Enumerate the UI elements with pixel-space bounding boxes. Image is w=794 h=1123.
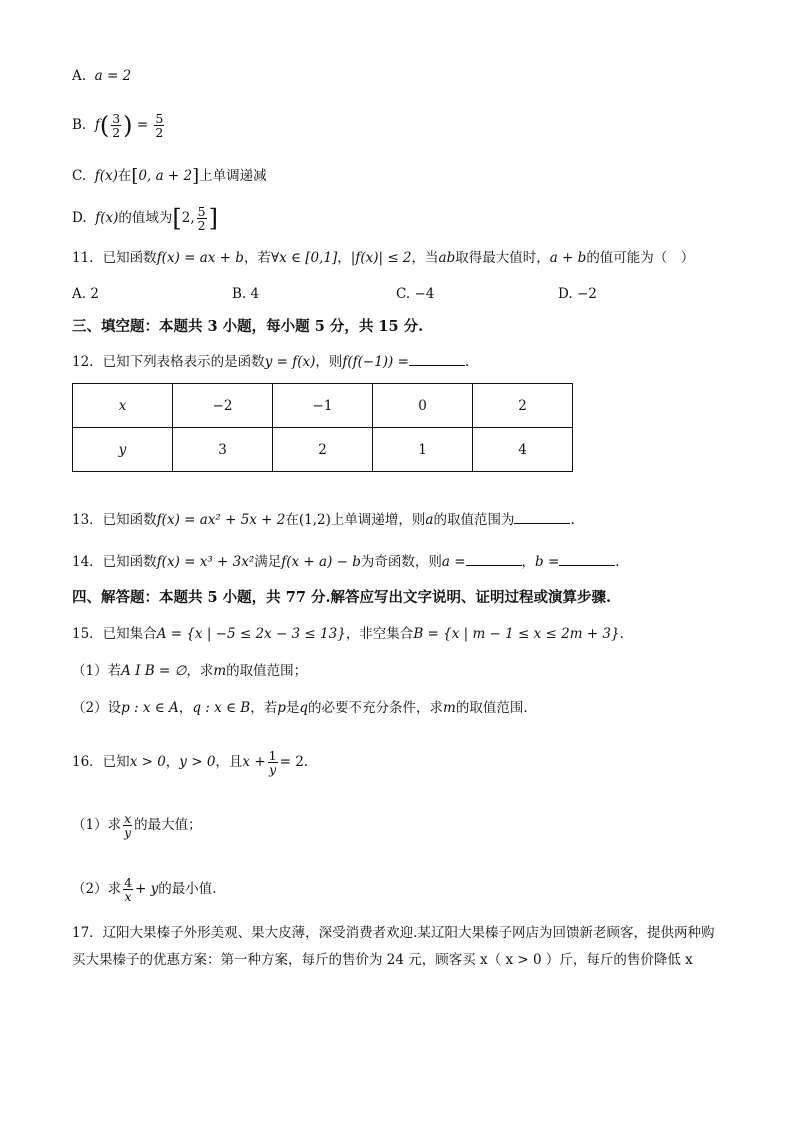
q17-stem: 17．辽阳大果榛子外形美观、果大皮薄，深受消费者欢迎.某辽阳大果榛子网店为回馈新老顾客，提供两种购买大果榛子的优惠方案：第一种方案，每斤的售价为 24 元，顾客买 x（ x > 0 ）斤，每斤的售价降低 x bbox=[72, 925, 715, 968]
fraction: $\frac{5}{2}$ bbox=[155, 111, 164, 141]
q10-option-c: C. f(x)在[0, a + 2]上单调递减 bbox=[72, 165, 267, 187]
q11-option-c: C. −4 bbox=[396, 286, 435, 302]
table-cell: 3 bbox=[173, 428, 273, 472]
q11-option-d: D. −2 bbox=[558, 286, 597, 302]
q16-part-1: （1）求 $\frac{x}{y}$ 的最大值； bbox=[72, 811, 202, 841]
fraction: $\frac{1}{y}$ bbox=[268, 748, 277, 778]
q10-option-a: A. a = 2 bbox=[72, 68, 132, 84]
q10-option-d: D. f(x)的值域为[2, $\frac{5}{2}$ ] bbox=[72, 204, 218, 234]
fraction: $\frac{4}{x}$ bbox=[124, 875, 133, 905]
q12-table bbox=[72, 383, 573, 472]
q11-option-b: B. 4 bbox=[232, 286, 260, 302]
q16-part-2: （2）求 $\frac{4}{x}$ + y的最小值. bbox=[72, 875, 217, 905]
section-3-title: 三、填空题：本题共 3 小题，每小题 5 分，共 15 分. bbox=[72, 318, 424, 335]
q12-stem: 12．已知下列表格表示的是函数y = f(x)，则f(f(−1)) = . bbox=[72, 354, 470, 370]
fraction: $\frac{3}{2}$ bbox=[112, 111, 121, 141]
q10-option-b: B. f( $\frac{3}{2}$ ) = $\frac{5}{2}$ bbox=[72, 111, 164, 141]
q15-part-1: （1）若A I B = ∅，求m的取值范围； bbox=[72, 663, 308, 679]
answer-blank bbox=[559, 553, 615, 566]
table-row bbox=[73, 384, 573, 428]
q13-stem: 13．已知函数f(x) = ax² + 5x + 2在(1,2)上单调递增，则a的取值范围为 . bbox=[72, 512, 575, 528]
table-cell: x bbox=[73, 384, 173, 428]
answer-blank bbox=[514, 511, 570, 524]
table-cell: 0 bbox=[373, 384, 473, 428]
q14-stem: 14．已知函数f(x) = x³ + 3x²满足f(x + a) − b为奇函数，则a = ，b = . bbox=[72, 554, 620, 570]
table-cell: −1 bbox=[273, 384, 373, 428]
table-cell: 1 bbox=[373, 428, 473, 472]
table-cell: 2 bbox=[473, 384, 573, 428]
table-cell: −2 bbox=[173, 384, 273, 428]
q16-stem: 16．已知x > 0，y > 0，且x + $\frac{1}{y}$ = 2. bbox=[72, 748, 309, 778]
answer-blank bbox=[409, 353, 465, 366]
q15-part-2: （2）设p : x ∈ A，q : x ∈ B，若p是q的必要不充分条件，求m的取值范围. bbox=[72, 700, 528, 716]
table-cell: 2 bbox=[273, 428, 373, 472]
fraction: $\frac{5}{2}$ bbox=[197, 204, 206, 234]
table-cell: 4 bbox=[473, 428, 573, 472]
q11-stem: 11．已知函数f(x) = ax + b，若∀x ∈ [0,1]，|f(x)| ≤ 2，当ab取得最大值时，a + b的值可能为（ ） bbox=[72, 250, 695, 266]
q11-option-a: A. 2 bbox=[72, 286, 99, 302]
table-row bbox=[73, 428, 573, 472]
section-4-title: 四、解答题：本题共 5 小题，共 77 分.解答应写出文字说明、证明过程或演算步骤. bbox=[72, 589, 612, 606]
table-cell: y bbox=[73, 428, 173, 472]
fraction: $\frac{x}{y}$ bbox=[124, 811, 132, 841]
q15-stem: 15．已知集合A = {x | −5 ≤ 2x − 3 ≤ 13}，非空集合B = {x | m − 1 ≤ x ≤ 2m + 3}. bbox=[72, 626, 624, 642]
answer-blank bbox=[466, 553, 522, 566]
